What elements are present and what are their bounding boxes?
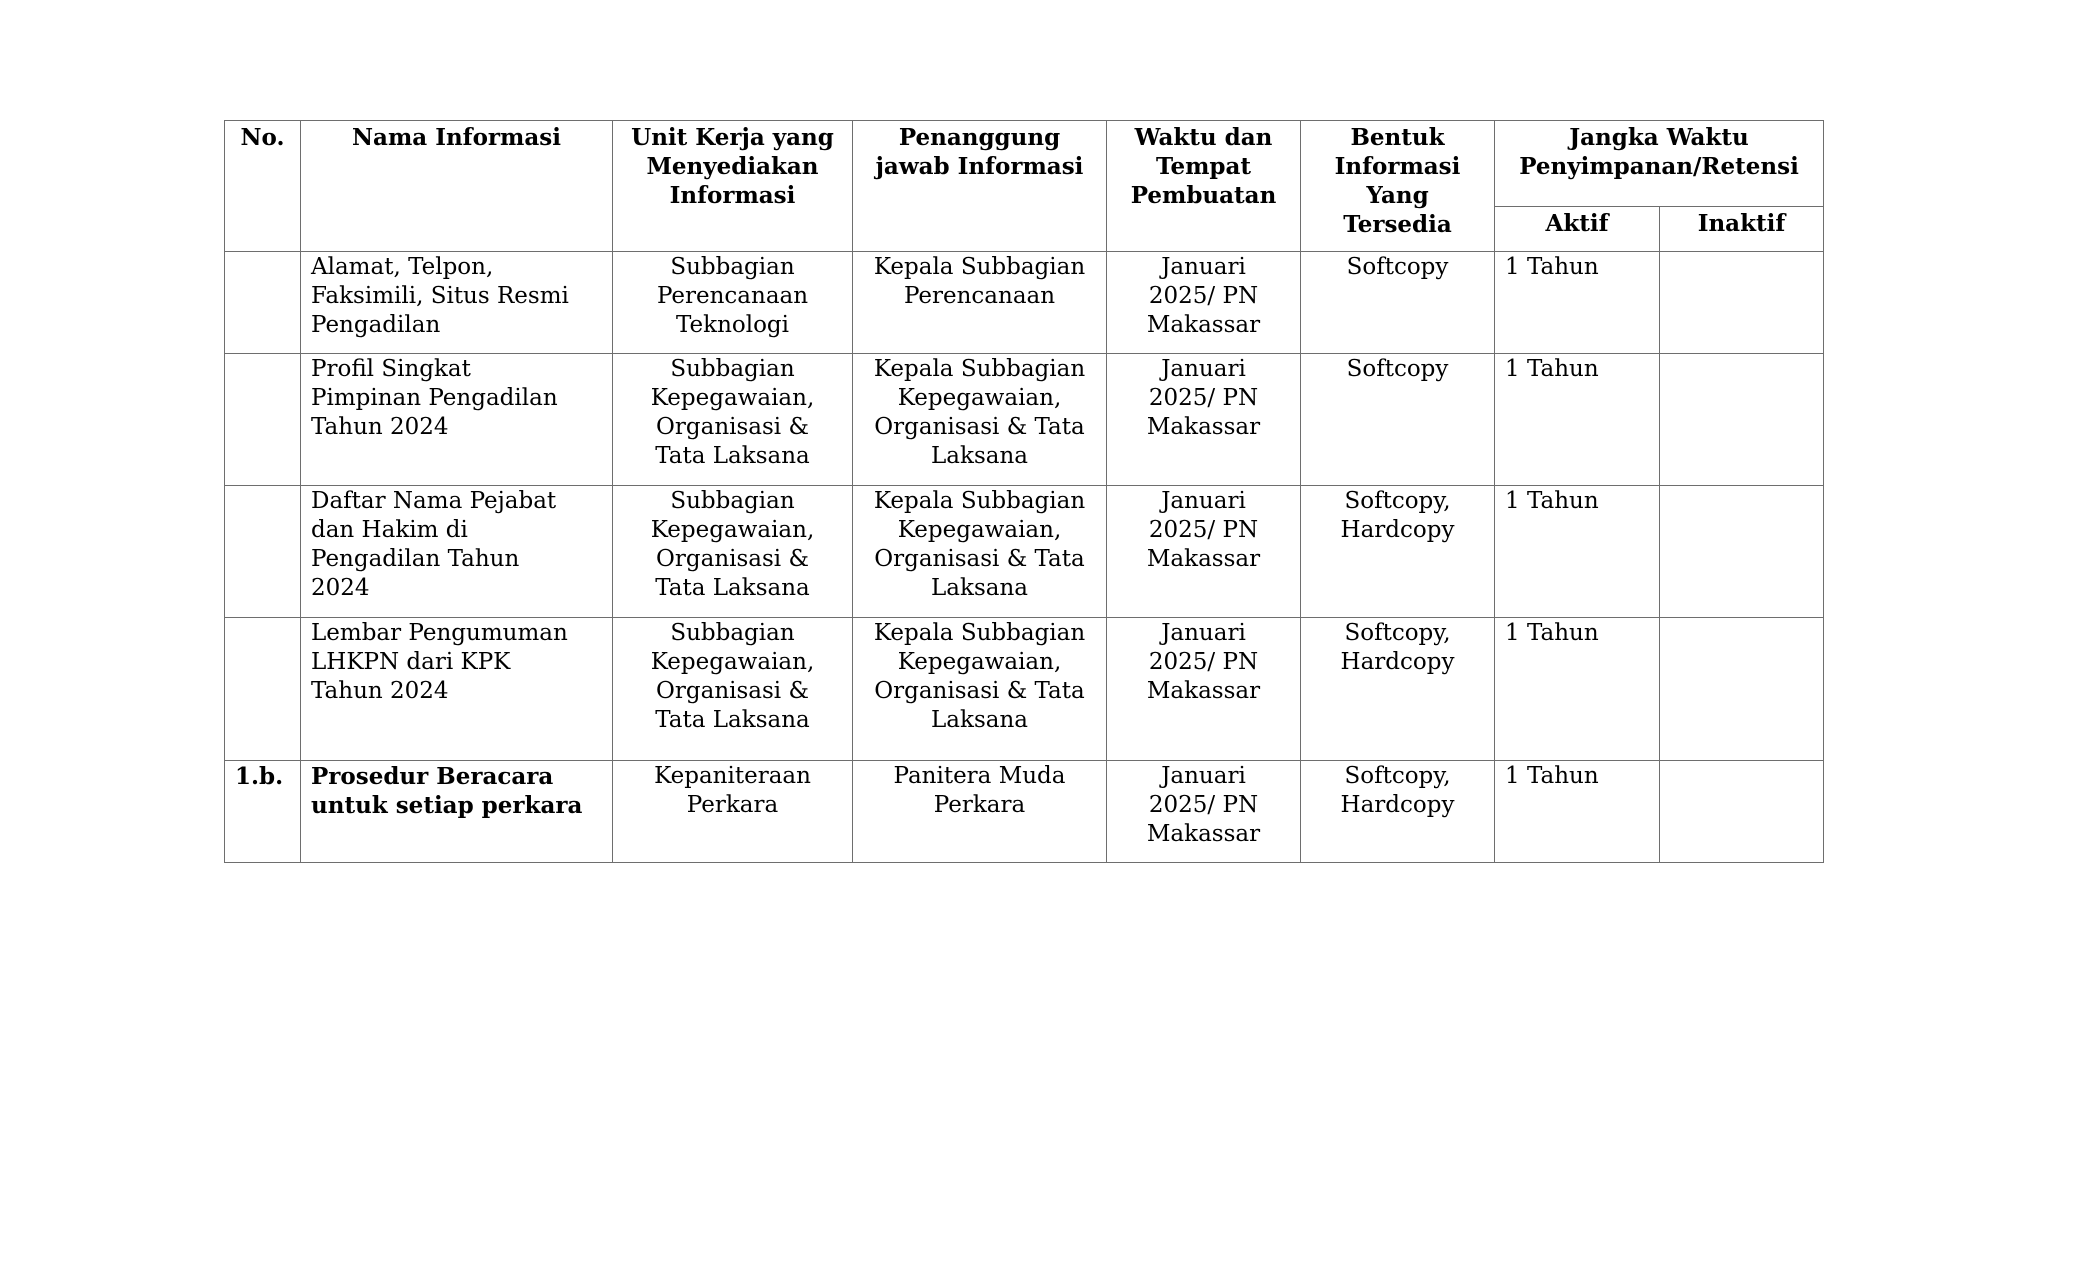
- text-line: Hardcopy: [1340, 792, 1455, 818]
- text-line: Kepaniteraan: [654, 763, 811, 789]
- text-line: Faksimili, Situs Resmi: [311, 283, 569, 309]
- text-line: Tahun 2024: [311, 414, 449, 440]
- text-line: 2025/ PN: [1148, 517, 1259, 543]
- text-line: 2025/ PN: [1148, 792, 1259, 818]
- text-line: Kepegawaian,: [650, 517, 815, 543]
- text-line: Pengadilan Tahun: [311, 546, 520, 572]
- table-row: [225, 252, 1824, 354]
- text-line: Waktu dan: [1134, 124, 1273, 151]
- table-row: [225, 354, 1824, 486]
- text-line: Tersedia: [1343, 211, 1452, 238]
- text-line: Kepegawaian,: [897, 517, 1062, 543]
- text-line: Tata Laksana: [655, 707, 810, 733]
- header-no: No.: [225, 121, 301, 252]
- cell-waktu-tempat: [1107, 618, 1301, 761]
- text-line: Kepegawaian,: [897, 385, 1062, 411]
- cell-unit-kerja: [613, 618, 853, 761]
- cell-unit-kerja: [613, 761, 853, 863]
- cell-bentuk-informasi: [1301, 761, 1495, 863]
- text-line: Profil Singkat: [311, 356, 471, 382]
- text-line: Januari: [1161, 254, 1246, 280]
- header-jangka-waktu: [1495, 121, 1824, 207]
- text-line: Laksana: [931, 707, 1028, 733]
- header-bentuk-informasi: [1301, 121, 1495, 252]
- text-line: Organisasi &: [656, 546, 809, 572]
- cell-aktif: 1 Tahun: [1495, 354, 1660, 486]
- cell-penanggung-jawab: [853, 252, 1107, 354]
- text-line: Softcopy,: [1344, 488, 1451, 514]
- cell-penanggung-jawab: [853, 354, 1107, 486]
- cell-bentuk-informasi: [1301, 354, 1495, 486]
- text-line: 2025/ PN: [1148, 385, 1259, 411]
- cell-inaktif: [1660, 761, 1824, 863]
- text-line: Subbagian: [670, 356, 795, 382]
- cell-aktif: 1 Tahun: [1495, 252, 1660, 354]
- text-line: Lembar Pengumuman: [311, 620, 568, 646]
- text-line: Kepala Subbagian: [873, 488, 1086, 514]
- text-line: Subbagian: [670, 488, 795, 514]
- text-line: Bentuk: [1350, 124, 1445, 151]
- text-line: Kepegawaian,: [650, 649, 815, 675]
- text-line: Pimpinan Pengadilan: [311, 385, 558, 411]
- header-aktif: Aktif: [1495, 207, 1660, 252]
- text-line: Makassar: [1146, 312, 1261, 338]
- cell-waktu-tempat: [1107, 354, 1301, 486]
- header-unit-kerja: [613, 121, 853, 252]
- cell-bentuk-informasi: [1301, 486, 1495, 618]
- text-line: Alamat, Telpon,: [311, 254, 494, 280]
- cell-nama-informasi: [301, 486, 613, 618]
- text-line: 2025/ PN: [1148, 649, 1259, 675]
- text-line: Informasi: [1334, 153, 1461, 180]
- text-line: Organisasi & Tata: [874, 546, 1085, 572]
- text-line: Penanggung: [898, 124, 1061, 151]
- text-line: Januari: [1161, 763, 1246, 789]
- cell-inaktif: [1660, 486, 1824, 618]
- text-line: Kepala Subbagian: [873, 356, 1086, 382]
- header-waktu-tempat: [1107, 121, 1301, 252]
- header-penanggung-jawab: [853, 121, 1107, 252]
- header-inaktif: Inaktif: [1660, 207, 1824, 252]
- text-line: Organisasi &: [656, 678, 809, 704]
- text-line: Tempat: [1155, 153, 1252, 180]
- text-line: Kepegawaian,: [650, 385, 815, 411]
- text-line: Laksana: [931, 443, 1028, 469]
- cell-no: [225, 252, 301, 354]
- text-line: Jangka Waktu: [1569, 124, 1749, 151]
- information-table: [224, 120, 1824, 863]
- text-line: Organisasi &: [656, 414, 809, 440]
- cell-penanggung-jawab: [853, 761, 1107, 863]
- text-line: Daftar Nama Pejabat: [311, 488, 557, 514]
- text-line: 2025/ PN: [1148, 283, 1259, 309]
- text-line: Perkara: [686, 792, 779, 818]
- cell-aktif: 1 Tahun: [1495, 486, 1660, 618]
- text-line: Januari: [1161, 488, 1246, 514]
- text-line: Tahun 2024: [311, 678, 449, 704]
- table-header: [225, 121, 1824, 252]
- cell-waktu-tempat: [1107, 486, 1301, 618]
- cell-aktif: 1 Tahun: [1495, 761, 1660, 863]
- cell-nama-informasi: [301, 252, 613, 354]
- cell-aktif: 1 Tahun: [1495, 618, 1660, 761]
- text-line: Kepegawaian,: [897, 649, 1062, 675]
- text-line: Informasi: [669, 182, 796, 209]
- text-line: Makassar: [1146, 546, 1261, 572]
- cell-bentuk-informasi: [1301, 252, 1495, 354]
- table-row: [225, 618, 1824, 761]
- text-line: jawab Informasi: [875, 153, 1084, 180]
- cell-inaktif: [1660, 354, 1824, 486]
- cell-unit-kerja: [613, 486, 853, 618]
- header-nama-informasi: Nama Informasi: [301, 121, 613, 252]
- text-line: Perencanaan: [903, 283, 1056, 309]
- cell-unit-kerja: [613, 252, 853, 354]
- text-line: Menyediakan: [646, 153, 819, 180]
- cell-waktu-tempat: [1107, 252, 1301, 354]
- table-body: [225, 252, 1824, 863]
- cell-penanggung-jawab: [853, 486, 1107, 618]
- text-line: Makassar: [1146, 821, 1261, 847]
- text-line: Pengadilan: [311, 312, 441, 338]
- text-line: Prosedur Beracara: [311, 763, 554, 790]
- cell-no: [225, 354, 301, 486]
- text-line: Tata Laksana: [655, 575, 810, 601]
- table-row: [225, 486, 1824, 618]
- text-line: LHKPN dari KPK: [311, 649, 511, 675]
- text-line: Januari: [1161, 356, 1246, 382]
- cell-no: [225, 618, 301, 761]
- text-line: Makassar: [1146, 414, 1261, 440]
- text-line: Softcopy: [1346, 356, 1449, 382]
- cell-inaktif: [1660, 618, 1824, 761]
- table-row: [225, 761, 1824, 863]
- text-line: Perkara: [933, 792, 1026, 818]
- text-line: Organisasi & Tata: [874, 678, 1085, 704]
- text-line: Organisasi & Tata: [874, 414, 1085, 440]
- text-line: Subbagian: [670, 254, 795, 280]
- text-line: Softcopy: [1346, 254, 1449, 280]
- cell-waktu-tempat: [1107, 761, 1301, 863]
- text-line: Perencanaan: [656, 283, 809, 309]
- text-line: Penyimpanan/Retensi: [1519, 153, 1799, 180]
- cell-no: [225, 486, 301, 618]
- text-line: Hardcopy: [1340, 517, 1455, 543]
- cell-no: 1.b.: [225, 761, 301, 863]
- text-line: Tata Laksana: [655, 443, 810, 469]
- text-line: dan Hakim di: [311, 517, 468, 543]
- text-line: Januari: [1161, 620, 1246, 646]
- text-line: Panitera Muda: [893, 763, 1066, 789]
- text-line: Softcopy,: [1344, 620, 1451, 646]
- text-line: Makassar: [1146, 678, 1261, 704]
- text-line: 2024: [311, 575, 370, 601]
- cell-penanggung-jawab: [853, 618, 1107, 761]
- cell-inaktif: [1660, 252, 1824, 354]
- text-line: Pembuatan: [1130, 182, 1277, 209]
- text-line: Subbagian: [670, 620, 795, 646]
- text-line: Unit Kerja yang: [631, 124, 834, 151]
- cell-bentuk-informasi: [1301, 618, 1495, 761]
- text-line: Softcopy,: [1344, 763, 1451, 789]
- cell-nama-informasi: [301, 618, 613, 761]
- cell-unit-kerja: [613, 354, 853, 486]
- text-line: Laksana: [931, 575, 1028, 601]
- text-line: Kepala Subbagian: [873, 254, 1086, 280]
- text-line: Teknologi: [675, 312, 790, 338]
- text-line: Kepala Subbagian: [873, 620, 1086, 646]
- text-line: untuk setiap perkara: [311, 792, 583, 819]
- text-line: Yang: [1366, 182, 1429, 209]
- cell-nama-informasi: [301, 761, 613, 863]
- text-line: Hardcopy: [1340, 649, 1455, 675]
- cell-nama-informasi: [301, 354, 613, 486]
